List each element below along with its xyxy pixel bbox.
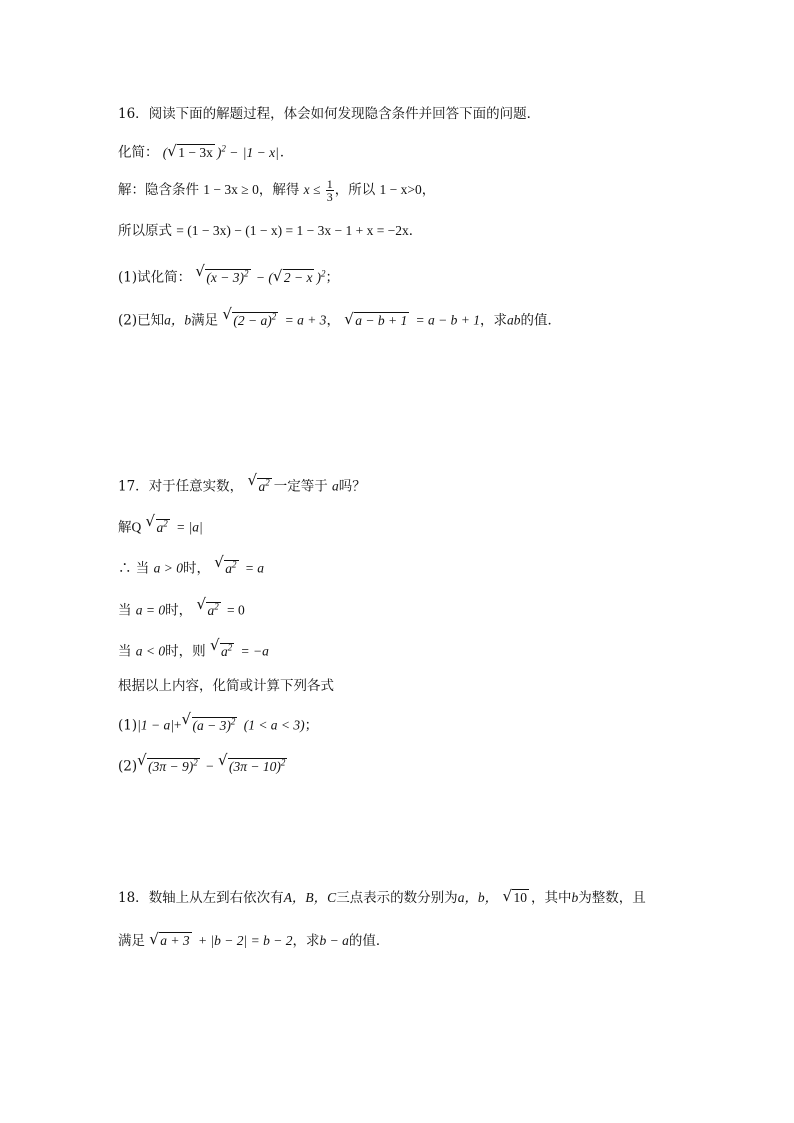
q16-so-expr: 1 − x>0 (379, 182, 422, 197)
q18-line2-expr: + |b − 2| = b − 2 (197, 933, 293, 948)
q17-line2-cond: a > 0 (153, 560, 183, 576)
q18-b-var: b (571, 890, 579, 905)
q18-line1-c: ，其中 (530, 890, 572, 906)
q16-number: 16． (118, 106, 149, 122)
q17-line4-cond: a < 0 (135, 643, 166, 659)
q16-solve-x: x ≤ (303, 182, 321, 197)
q17-part1-line (118, 711, 318, 736)
q17-line4 (118, 637, 269, 662)
q16-simplify-period: ． (279, 144, 294, 161)
q17-part1-sqrt: √ $(a - 3)^2$ (182, 718, 240, 733)
q16-solution-label: 解： (118, 182, 145, 198)
q18-line2-expr2: b − a (319, 933, 349, 948)
q16-orig-period: ． (408, 223, 423, 239)
q18-points: A，B，C (283, 890, 337, 905)
q16-prompt-line (118, 104, 540, 124)
q17-part1-abs: |1 − a| (137, 717, 174, 733)
q16-part1-end: ； (325, 269, 339, 286)
q17-line3-right: = 0 (227, 602, 245, 618)
q17-line1-label: 解 (118, 519, 132, 536)
q17-prompt-line (118, 472, 366, 497)
q17-part2-sqrt1: √ $(3\pi - 9)^2$ (137, 759, 202, 774)
q17-line2-mid: 时， (182, 560, 210, 577)
q17-line3 (118, 596, 245, 621)
q18-line2-b: ，求 (292, 933, 320, 949)
q17-line1-because: Q (131, 519, 142, 535)
q17-prompt-a-var: a (332, 478, 339, 494)
q17-part1-label: (1) (118, 717, 138, 734)
q16-part1-label: (1)试化简： (118, 269, 192, 286)
q17-part2-minus: − (206, 758, 214, 774)
q16-comma: ， (421, 182, 436, 198)
q17-part1-end: ； (304, 717, 319, 734)
q17-line1-right: = |a| (176, 519, 203, 535)
q17-prompt-b: 一定等于 (273, 478, 328, 495)
q16-part2-ab: a，b (164, 312, 192, 328)
q18-line1-a: 数轴上从左到右依次有 (148, 890, 284, 906)
q17-line2-sqrt: √ $a^2$ (214, 561, 240, 576)
q16-cond-expr: 1 − 3x ≥ 0 (203, 182, 259, 197)
q16-part2-ask: ，求 (479, 312, 507, 329)
q16-part2-satisfy: 满足 (191, 312, 219, 329)
q18-line2 (118, 931, 389, 951)
q18-line2-a: 满足 (118, 933, 145, 949)
q16-fraction (326, 178, 334, 203)
q17-instruction: 根据以上内容，化简或计算下列各式 (118, 678, 334, 694)
q16-hidden-condition: 隐含条件 (145, 182, 199, 198)
q16-part1-line (118, 263, 339, 288)
q16-orig-expr: = (1 − 3x) − (1 − x) = 1 − 3x − 1 + x = −2x (176, 223, 409, 238)
q16-prompt: 阅读下面的解题过程，体会如何发现隐含条件并回答下面的问题． (148, 106, 541, 122)
q16-original-line (118, 221, 422, 241)
q16-orig-label: 所以原式 (118, 223, 172, 239)
q18-line1 (118, 888, 646, 908)
q17-line3-cond: a = 0 (135, 602, 166, 618)
q16-part2-comma: ， (326, 312, 340, 329)
q17-number: 17． (118, 478, 149, 495)
q16-part1-expr: √ $(x - 3)^2$ − (√ 2 − x )$^2$ (195, 270, 325, 285)
q17-part2-label: (2) (118, 758, 138, 775)
q18-vals: a，b， (457, 890, 499, 905)
q17-line3-mid: 时， (165, 602, 193, 619)
q16-simplify-label: 化简： (118, 144, 159, 161)
q17-line4-mid: 时，则 (165, 643, 206, 660)
q17-sqrt-a2: √ $a^2$ (247, 479, 273, 494)
q16-part2-eq2-right: = a − b + 1 (415, 312, 480, 328)
q16-frac-num: 1 (326, 177, 333, 191)
q17-part2-line (118, 752, 289, 777)
q16-part2-ab2: ab (506, 312, 521, 328)
q16-frac-den: 3 (326, 190, 333, 204)
q18-sqrt10: √ 10 (502, 890, 531, 905)
q16-solution-line (118, 178, 435, 203)
q17-line4-right: = −a (240, 643, 269, 659)
q17-line1-sqrt: √ $a^2$ (146, 520, 172, 535)
q17-prompt-a: 对于任意实数， (148, 478, 244, 495)
q17-part1-plus: + (173, 717, 182, 733)
q18-sqrt-a3: √ a + 3 (149, 933, 193, 948)
q17-line4-sqrt: √ $a^2$ (210, 644, 236, 659)
q17-part1-cond: (1 < a < 3) (243, 717, 305, 733)
q17-part2-sqrt2: √ $(3\pi - 10)^2$ (218, 759, 289, 774)
q17-line4-prefix: 当 (118, 643, 132, 660)
q16-so-text: ，所以 (334, 182, 376, 198)
q17-line3-prefix: 当 (118, 602, 132, 619)
q18-number: 18． (118, 890, 149, 906)
q16-solve-text: ，解得 (258, 182, 300, 198)
q16-part2-eq1-right: = a + 3 (284, 312, 327, 328)
q16-part2-value: 的值． (520, 312, 561, 329)
q16-simplify-expr: (√ 1 − 3x )$^2$ − |1 − x| (163, 145, 280, 160)
q16-part2-line (118, 306, 561, 331)
q17-line2 (118, 554, 264, 579)
q17-line2-prefix: ∴ 当 (118, 560, 150, 577)
q18-line2-c: 的值． (348, 933, 390, 949)
q17-line2-right: = a (244, 560, 265, 576)
q17-line1 (118, 513, 203, 538)
q16-simplify-line (118, 138, 293, 163)
q17-prompt-c: 吗？ (338, 478, 366, 495)
q16-part2-eq1: √ $(2 - a)^2$ (222, 313, 280, 328)
q16-part2-label: (2)已知 (118, 312, 165, 329)
q16-part2-eq2: √ a − b + 1 (344, 313, 411, 328)
q18-line1-b: 三点表示的数分别为 (336, 890, 458, 906)
q18-line1-d: 为整数，且 (578, 890, 646, 906)
q17-line3-sqrt: √ $a^2$ (196, 603, 222, 618)
